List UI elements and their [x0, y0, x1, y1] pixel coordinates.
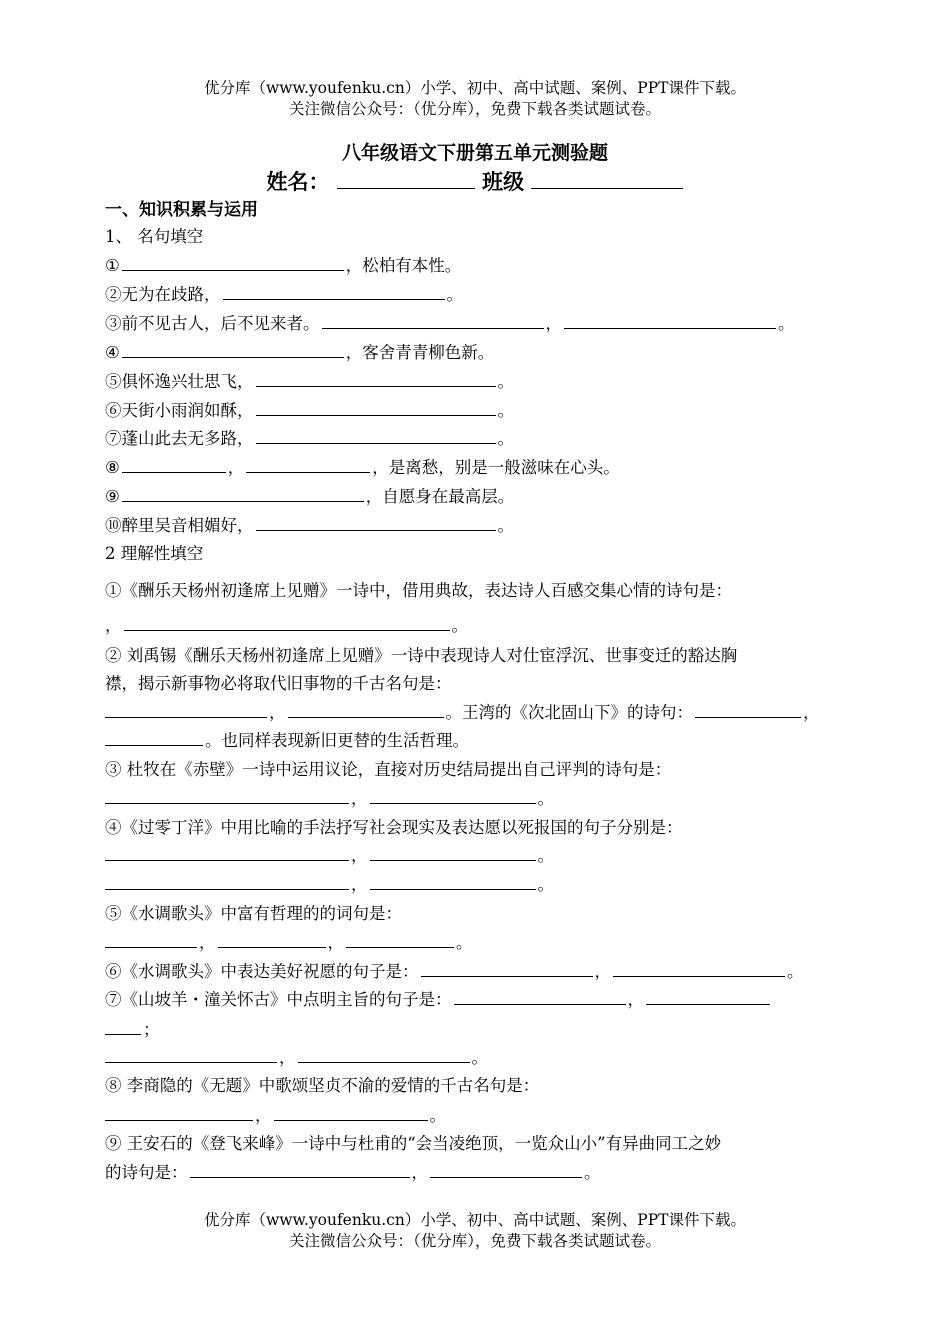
separator: 。 [787, 962, 804, 981]
item-number: ① [105, 256, 120, 275]
verse-text: ，客舍青青柳色新。 [345, 343, 495, 362]
answer-blank[interactable] [105, 1104, 253, 1121]
footer-line-2: 关注微信公众号：（优分库），免费下载各类试题试卷。 [288, 1232, 661, 1250]
q2-item-7-cont [105, 1016, 160, 1040]
q1-item-2 [105, 281, 463, 305]
class-label: 班级 [482, 170, 525, 194]
question-text: ⑦《山坡羊・潼关怀古》中点明主旨的句子是： [105, 990, 452, 1009]
q2-item-9-answer [105, 1159, 601, 1183]
separator: 。 [537, 789, 554, 808]
answer-blank[interactable] [564, 312, 776, 329]
question-text: 的诗句是： [105, 1163, 188, 1182]
verse-text: 俱怀逸兴壮思飞， [121, 372, 254, 391]
q2-item-1-answer [105, 612, 468, 636]
item-number: ④ [105, 343, 120, 362]
item-number: ② [105, 285, 122, 304]
name-class-row [0, 166, 950, 196]
answer-blank[interactable] [370, 787, 536, 804]
q1-item-5 [105, 368, 514, 392]
q1-item-7 [105, 425, 514, 449]
q2-item-2-text-1: ② 刘禹锡《酬乐天杨州初逢席上见赠》一诗中表现诗人对仕宦浮沉、世事变迁的豁达胸 [105, 646, 738, 665]
q2-item-5-text: ⑤《水调歌头》中富有哲理的的词句是： [105, 904, 402, 923]
answer-blank[interactable] [298, 1046, 470, 1063]
q1-item-8 [105, 454, 620, 478]
question-text: 。也同样表现新旧更替的生活哲理。 [205, 731, 469, 750]
q2-item-2-answer-2 [105, 727, 469, 751]
header-line-2: 关注微信公众号：（优分库），免费下载各类试题试卷。 [288, 100, 661, 118]
q1-item-10 [105, 512, 514, 536]
separator: ， [327, 933, 344, 952]
separator: 。 [537, 846, 554, 865]
item-number: ⑩ [105, 516, 122, 535]
q2-item-8-text: ⑧ 李商隐的《无题》中歌颂坚贞不渝的爱情的千古名句是： [105, 1076, 540, 1095]
verse-text: 蓬山此去无多路， [121, 429, 254, 448]
q2-item-2-text-2: 襟，揭示新事物必将取代旧事物的千古名句是： [105, 674, 452, 693]
item-number: ⑨ [105, 487, 120, 506]
separator: ， [227, 458, 245, 477]
answer-blank[interactable] [256, 427, 496, 444]
separator: ， [255, 1106, 272, 1125]
item-number: ⑥ [105, 401, 122, 420]
answer-blank[interactable] [695, 701, 801, 718]
q2-item-2-answer-1 [105, 699, 820, 723]
q1-item-9 [105, 483, 514, 507]
answer-blank[interactable] [322, 312, 544, 329]
answer-blank[interactable] [124, 614, 450, 631]
verse-text: 。 [446, 285, 463, 304]
footer-line-1: 优分库（www.youfenku.cn）小学、初中、高中试题、案例、PPT课件下载。 [203, 1211, 747, 1229]
separator: ， [627, 990, 644, 1009]
verse-text: 。 [497, 401, 514, 420]
header-line-1: 优分库（www.youfenku.cn）小学、初中、高中试题、案例、PPT课件下载。 [203, 79, 747, 97]
separator: ， [351, 846, 368, 865]
verse-text: 。 [497, 429, 514, 448]
q2-item-4-answer-2 [105, 871, 554, 895]
answer-blank[interactable] [122, 341, 344, 358]
separator: ， [594, 962, 611, 981]
q1-item-4 [105, 339, 494, 363]
name-blank[interactable] [337, 168, 475, 189]
item-number: ⑤ [105, 372, 122, 391]
verse-text: 天街小雨润如酥， [121, 401, 254, 420]
q1-item-3 [105, 310, 795, 334]
answer-blank[interactable] [218, 931, 326, 948]
answer-blank[interactable] [122, 485, 364, 502]
answer-blank[interactable] [105, 701, 267, 718]
answer-blank[interactable] [421, 960, 593, 977]
separator: ； [143, 1020, 160, 1039]
verse-text: ，是离愁，别是一般滋味在心头。 [372, 458, 620, 477]
item-number: ⑧ [105, 458, 120, 477]
separator: 。 [429, 1106, 446, 1125]
q2-item-3-answer [105, 785, 554, 809]
answer-blank[interactable] [430, 1161, 582, 1178]
answer-blank[interactable] [346, 931, 454, 948]
q2-item-5-answer [105, 929, 473, 953]
answer-blank[interactable] [105, 931, 197, 948]
answer-blank[interactable] [370, 873, 536, 890]
verse-text: ，自愿身在最高层。 [365, 487, 515, 506]
q1-item-1 [105, 252, 461, 276]
item-number: ③ [105, 314, 122, 333]
answer-blank[interactable] [105, 1046, 277, 1063]
page-title: 八年级语文下册第五单元测验题 [341, 142, 608, 164]
q2-item-4-text: ④《过零丁洋》中用比喻的手法抒写社会现实及表达愿以死报国的句子分别是： [105, 818, 683, 837]
verse-text: 无为在歧路， [121, 285, 221, 304]
verse-text: ，松柏有本性。 [345, 256, 462, 275]
answer-blank[interactable] [646, 988, 770, 1005]
part1-title: 1、 名句填空 [105, 227, 204, 246]
separator: ， [351, 789, 368, 808]
separator: ， [199, 933, 216, 952]
q2-item-7-answer [105, 1044, 488, 1068]
q2-item-9-text: ⑨ 王安石的《登飞来峰》一诗中与杜甫的“会当凌绝顶，一览众山小”有异曲同工之妙 [105, 1134, 722, 1153]
answer-blank[interactable] [105, 873, 349, 890]
separator: 。 [537, 875, 554, 894]
separator: ， [279, 1048, 296, 1067]
verse-text: 。 [497, 372, 514, 391]
answer-blank[interactable] [105, 1018, 141, 1035]
q2-item-4-answer-1 [105, 842, 554, 866]
item-number: ⑦ [105, 429, 122, 448]
separator: ， [411, 1163, 428, 1182]
separator: ， [269, 703, 286, 722]
answer-blank[interactable] [256, 399, 496, 416]
verse-text: 。 [497, 516, 514, 535]
answer-blank[interactable] [223, 283, 445, 300]
q1-item-6 [105, 397, 514, 421]
answer-blank[interactable] [274, 1104, 428, 1121]
separator: 。 [584, 1163, 601, 1182]
answer-blank[interactable] [122, 254, 344, 271]
answer-blank[interactable] [288, 701, 444, 718]
answer-blank[interactable] [246, 456, 370, 473]
section-heading-1: 一、知识积累与运用 [105, 200, 258, 220]
answer-blank[interactable] [122, 456, 226, 473]
answer-blank[interactable] [256, 370, 496, 387]
verse-text: 醉里吴音相媚好， [121, 516, 254, 535]
answer-blank[interactable] [370, 844, 536, 861]
q2-item-1-text: ①《酬乐天杨州初逢席上见赠》一诗中，借用典故，表达诗人百感交集心情的诗句是： [105, 581, 732, 600]
q2-item-3-text: ③ 杜牧在《赤壁》一诗中运用议论，直接对历史结局提出自己评判的诗句是： [105, 760, 672, 779]
answer-blank[interactable] [105, 787, 349, 804]
separator: 。 [451, 616, 468, 635]
answer-blank[interactable] [256, 514, 496, 531]
part2-title: 2 理解性填空 [105, 544, 204, 563]
question-text: 。王湾的《次北固山下》的诗句： [445, 703, 693, 722]
separator: ， [351, 875, 368, 894]
separator: ， [803, 703, 820, 722]
answer-blank[interactable] [613, 960, 785, 977]
separator: 。 [471, 1048, 488, 1067]
name-label: 姓名： [266, 170, 330, 194]
separator: ， [545, 314, 562, 333]
verse-text: 。 [778, 314, 795, 333]
separator: 。 [456, 933, 473, 952]
verse-text: 前不见古人，后不见来者。 [121, 314, 320, 333]
q2-item-6 [105, 958, 804, 982]
answer-blank[interactable] [105, 729, 203, 746]
separator: ， [105, 616, 122, 635]
answer-blank[interactable] [190, 1161, 410, 1178]
answer-blank[interactable] [105, 844, 349, 861]
class-blank[interactable] [531, 168, 683, 189]
q2-item-8-answer [105, 1102, 446, 1126]
question-text: ⑥《水调歌头》中表达美好祝愿的句子是： [105, 962, 419, 981]
answer-blank[interactable] [454, 988, 626, 1005]
q2-item-7-text [105, 986, 772, 1010]
